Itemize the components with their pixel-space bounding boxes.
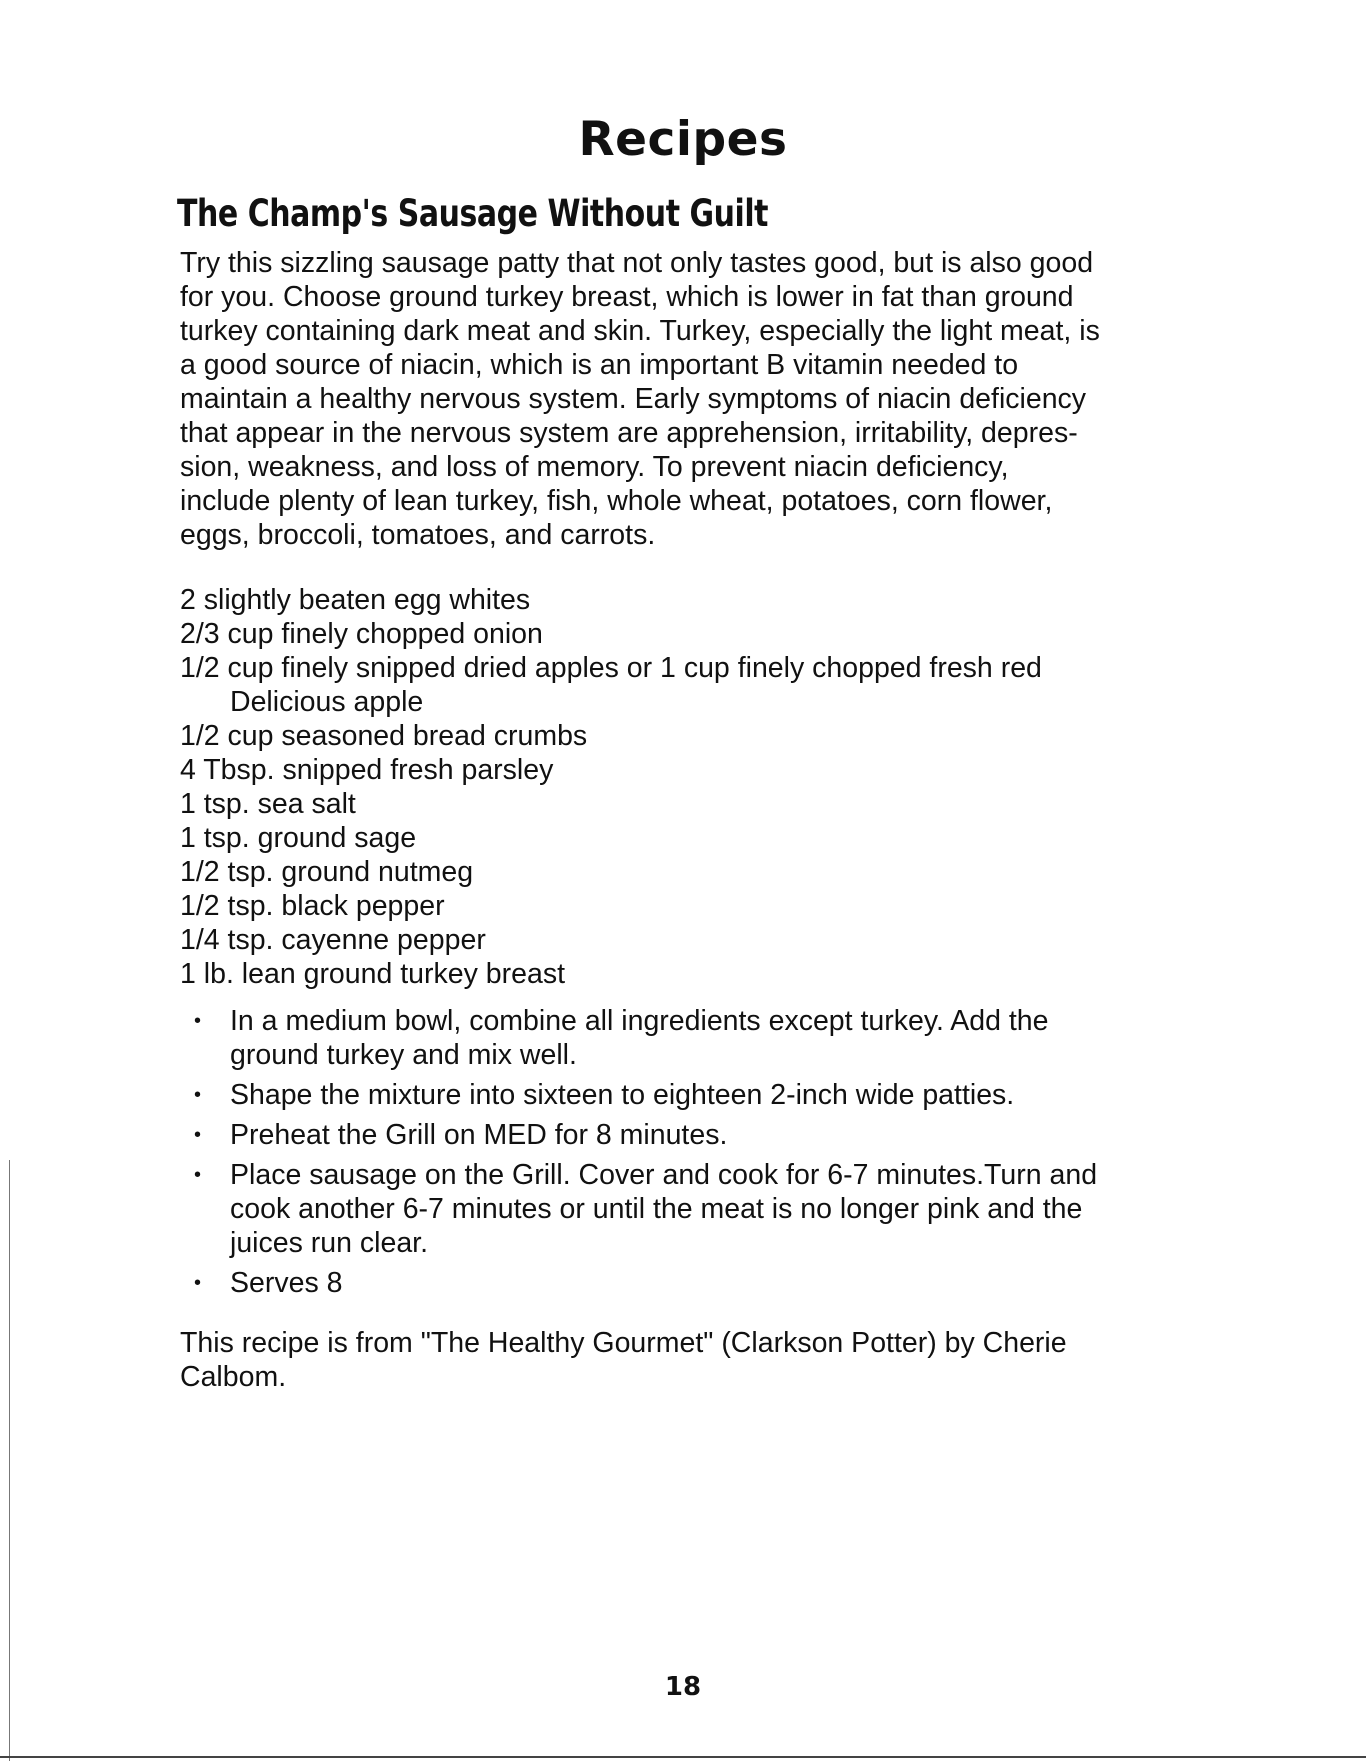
instruction-text: In a medium bowl, combine all ingredients except turkey. Add the	[230, 1005, 1049, 1037]
instruction-list	[180, 1004, 1220, 1306]
ingredient-item: 1/2 cup seasoned bread crumbs	[180, 720, 588, 752]
instruction-text: ground turkey and mix well.	[230, 1039, 577, 1071]
page-number: 18	[664, 1672, 702, 1702]
intro-line: sion, weakness, and loss of memory. To prevent niacin deficiency,	[180, 451, 1009, 483]
intro-line: that appear in the nervous system are apprehension, irritability, depres-	[180, 417, 1078, 449]
section-title: Recipes	[578, 112, 788, 167]
instruction-step	[180, 1158, 1220, 1260]
intro-line: for you. Choose ground turkey breast, which is lower in fat than ground	[180, 281, 1074, 313]
intro-line: eggs, broccoli, tomatoes, and carrots.	[180, 519, 656, 551]
instruction-text: Serves 8	[230, 1267, 343, 1299]
instruction-text: Preheat the Grill on MED for 8 minutes.	[230, 1119, 728, 1151]
recipe-credit	[180, 1326, 1220, 1394]
scan-edge-left	[9, 1160, 10, 1761]
bullet-icon: •	[194, 1010, 202, 1032]
ingredient-item: 1 tsp. sea salt	[180, 788, 356, 820]
credit-line: Calbom.	[180, 1361, 287, 1393]
ingredient-item: 2 slightly beaten egg whites	[180, 584, 531, 616]
instruction-text: juices run clear.	[230, 1227, 429, 1259]
ingredient-item: 1/2 tsp. black pepper	[180, 890, 445, 922]
instruction-text: Place sausage on the Grill. Cover and cook for 6-7 minutes.Turn and	[230, 1159, 1098, 1191]
ingredient-item	[180, 651, 1220, 719]
ingredient-text-continued: Delicious apple	[230, 686, 424, 718]
instruction-step	[180, 1118, 1220, 1152]
intro-line: maintain a healthy nervous system. Early symptoms of niacin deficiency	[180, 383, 1087, 415]
intro-line: Try this sizzling sausage patty that not only tastes good, but is also good	[180, 247, 1094, 279]
bullet-icon: •	[194, 1164, 202, 1186]
ingredient-item: 2/3 cup finely chopped onion	[180, 618, 543, 650]
instruction-text: cook another 6-7 minutes or until the meat is no longer pink and the	[230, 1193, 1083, 1225]
intro-paragraph	[180, 246, 1220, 552]
instruction-step	[180, 1004, 1220, 1072]
intro-line: turkey containing dark meat and skin. Turkey, especially the light meat, is	[180, 315, 1100, 347]
ingredient-item: 4 Tbsp. snipped fresh parsley	[180, 754, 554, 786]
ingredient-item: 1/2 tsp. ground nutmeg	[180, 856, 474, 888]
instruction-step	[180, 1078, 1220, 1112]
credit-line: This recipe is from "The Healthy Gourmet" (Clarkson Potter) by Cherie	[180, 1327, 1067, 1359]
recipe-title: The Champ's Sausage Without Guilt	[177, 192, 769, 235]
intro-line: a good source of niacin, which is an important B vitamin needed to	[180, 349, 1019, 381]
bullet-icon: •	[194, 1272, 202, 1294]
ingredient-list	[180, 583, 1220, 991]
scan-edge-bottom	[0, 1756, 1366, 1758]
bullet-icon: •	[194, 1124, 202, 1146]
bullet-icon: •	[194, 1084, 202, 1106]
instruction-text: Shape the mixture into sixteen to eighteen 2-inch wide patties.	[230, 1079, 1015, 1111]
ingredient-item: 1 tsp. ground sage	[180, 822, 417, 854]
ingredient-item: 1/4 tsp. cayenne pepper	[180, 924, 486, 956]
ingredient-text: 1/2 cup finely snipped dried apples or 1 cup finely chopped fresh red	[180, 652, 1042, 684]
intro-line: include plenty of lean turkey, fish, whole wheat, potatoes, corn flower,	[180, 485, 1053, 517]
ingredient-item: 1 lb. lean ground turkey breast	[180, 958, 565, 990]
instruction-step	[180, 1266, 1220, 1300]
